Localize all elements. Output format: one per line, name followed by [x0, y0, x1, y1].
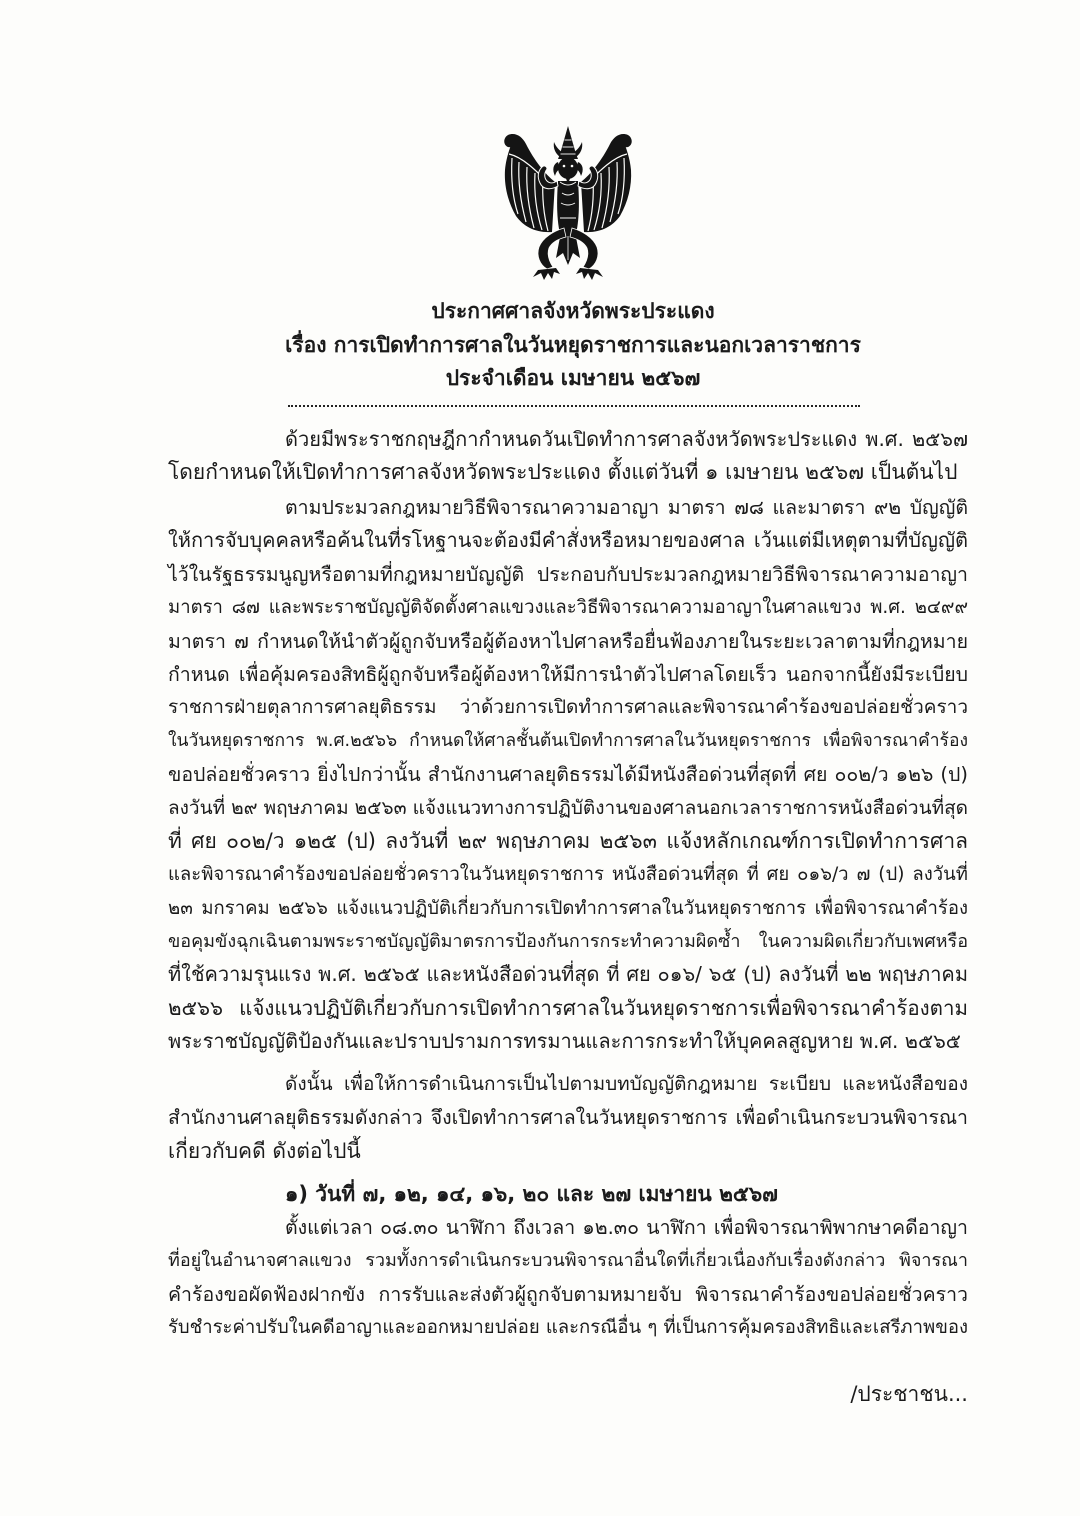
text-line: พระราชบัญญัติป้องกันและปราบปรามการทรมานและการกระทำให้บุคคลสูญหาย พ.ศ. ๒๕๖๕ [168, 1029, 961, 1054]
text-line: ไว้ในรัฐธรรมนูญหรือตามที่กฎหมายบัญญัติ ประกอบกับประมวลกฎหมายวิธีพิจารณาความอาญา [168, 562, 968, 586]
text-line: มาตรา ๗ กำหนดให้นำตัวผู้ถูกจับหรือผู้ต้องหาไปศาลหรือยื่นฟ้องภายในระยะเวลาตามที่กฎหมาย [168, 629, 968, 653]
text-line: ที่อยู่ในอำนาจศาลแขวง รวมทั้งการดำเนินกระบวนพิจารณาอื่นใดที่เกี่ยวเนื่องกับเรื่องดังกล่าว พิจารณา [168, 1250, 968, 1272]
text-line: สำนักงานศาลยุติธรรมดังกล่าว จึงเปิดทำการศาลในวันหยุดราชการ เพื่อดำเนินกระบวนพิจารณา [168, 1106, 968, 1130]
announcement-subject: เรื่อง การเปิดทำการศาลในวันหยุดราชการและนอกเวลาราชการ [285, 332, 861, 357]
text-line: มาตรา ๘๗ และพระราชบัญญัติจัดตั้งศาลแขวงและวิธีพิจารณาความอาญาในศาลแขวง พ.ศ. ๒๔๙๙ [168, 597, 968, 619]
text-line: ตั้งแต่เวลา ๐๘.๓๐ นาฬิกา ถึงเวลา ๑๒.๓๐ นาฬิกา เพื่อพิจารณาพิพากษาคดีอาญา [285, 1216, 968, 1239]
text-line: ด้วยมีพระราชกฤษฎีกากำหนดวันเปิดทำการศาลจังหวัดพระประแดง พ.ศ. ๒๕๖๗ [285, 427, 968, 451]
text-line: ตามประมวลกฎหมายวิธีพิจารณาความอาญา มาตรา ๗๘ และมาตรา ๙๒ บัญญัติ [285, 496, 968, 519]
paragraph-legal-basis [168, 491, 968, 1059]
announcement-header [168, 295, 978, 396]
text-line: ที่ใช้ความรุนแรง พ.ศ. ๒๕๖๕ และหนังสือด่วนที่สุด ที่ ศย ๐๑๖/ ๖๕ (ป) ลงวันที่ ๒๒ พฤษภาคม [168, 962, 968, 987]
garuda-emblem-icon [498, 126, 638, 288]
text-line: ในวันหยุดราชการ พ.ศ.๒๕๖๖ กำหนดให้ศาลชั้นต้นเปิดทำการศาลในวันหยุดราชการ เพื่อพิจารณาคำร้อง [168, 730, 968, 751]
text-line: ๒๕๖๖ แจ้งแนวปฏิบัติเกี่ยวกับการเปิดทำการศาลในวันหยุดราชการเพื่อพิจารณาคำร้องตาม [168, 995, 968, 1020]
text-line: ๒๓ มกราคม ๒๕๖๖ แจ้งแนวปฏิบัติเกี่ยวกับการเปิดทำการศาลในวันหยุดราชการ เพื่อพิจารณาคำร้อง [168, 897, 968, 919]
text-line: กำหนด เพื่อคุ้มครองสิทธิผู้ถูกจับหรือผู้ต้องหาให้มีการนำตัวไปศาลโดยเร็ว นอกจากนี้ยังมีระเบียบ [168, 662, 968, 686]
dotted-separator [288, 405, 860, 407]
page-continuation: /ประชาชน... [850, 1382, 968, 1406]
text-line: ให้การจับบุคคลหรือค้นในที่รโหฐานจะต้องมีคำสั่งหรือหมายของศาล เว้นแต่มีเหตุตามที่บัญญัติ [168, 528, 968, 553]
item-heading: ๑) วันที่ ๗, ๑๒, ๑๔, ๑๖, ๒๐ และ ๒๗ เมษายน ๒๕๖๗ [285, 1182, 778, 1206]
text-line: เกี่ยวกับคดี ดังต่อไปนี้ [168, 1138, 361, 1163]
announcement-period: ประจำเดือน เมษายน ๒๕๖๗ [445, 366, 701, 390]
text-line: ลงวันที่ ๒๙ พฤษภาคม ๒๕๖๓ แจ้งแนวทางการปฏิบัติงานของศาลนอกเวลาราชการหนังสือด่วนที่สุด [168, 796, 969, 819]
text-line: ที่ ศย ๐๐๒/ว ๑๒๕ (ป) ลงวันที่ ๒๙ พฤษภาคม ๒๕๖๓ แจ้งหลักเกณฑ์การเปิดทำการศาล [168, 828, 968, 853]
text-line: ขอปล่อยชั่วคราว ยิ่งไปกว่านั้น สำนักงานศาลยุติธรรมได้มีหนังสือด่วนที่สุดที่ ศย ๐๐๒/ว ๑๒๖ (ป) [168, 763, 968, 787]
text-line: ดังนั้น เพื่อให้การดำเนินการเป็นไปตามบทบัญญัติกฎหมาย ระเบียบ และหนังสือของ [285, 1073, 968, 1095]
text-line: รับชำระค่าปรับในคดีอาญาและออกหมายปล่อย และกรณีอื่น ๆ ที่เป็นการคุ้มครองสิทธิและเสรีภาพของ [168, 1317, 968, 1339]
text-line: โดยกำหนดให้เปิดทำการศาลจังหวัดพระประแดง ตั้งแต่วันที่ ๑ เมษายน ๒๕๖๗ เป็นต้นไป [168, 460, 958, 485]
text-line: คำร้องขอผัดฟ้องฝากขัง การรับและส่งตัวผู้ถูกจับตามหมายจับ พิจารณาคำร้องขอปล่อยชั่วคราว [168, 1282, 968, 1306]
announcement-title: ประกาศศาลจังหวัดพระประแดง [431, 299, 715, 323]
item-body [168, 1211, 968, 1345]
text-line: และพิจารณาคำร้องขอปล่อยชั่วคราวในวันหยุดราชการ หนังสือด่วนที่สุด ที่ ศย ๐๑๖/ว ๗ (ป) ลงวันที่ [168, 864, 968, 886]
paragraph-resolution [168, 1068, 968, 1168]
text-line: ขอคุมขังฉุกเฉินตามพระราชบัญญัติมาตรการป้องกันการกระทำความผิดซ้ำ ในความผิดเกี่ยวกับเพศหรือ [168, 931, 968, 953]
paragraph-intro [168, 423, 968, 490]
text-line: ราชการฝ่ายตุลาการศาลยุติธรรม ว่าด้วยการเปิดทำการศาลและพิจารณาคำร้องขอปล่อยชั่วคราว [168, 696, 968, 719]
